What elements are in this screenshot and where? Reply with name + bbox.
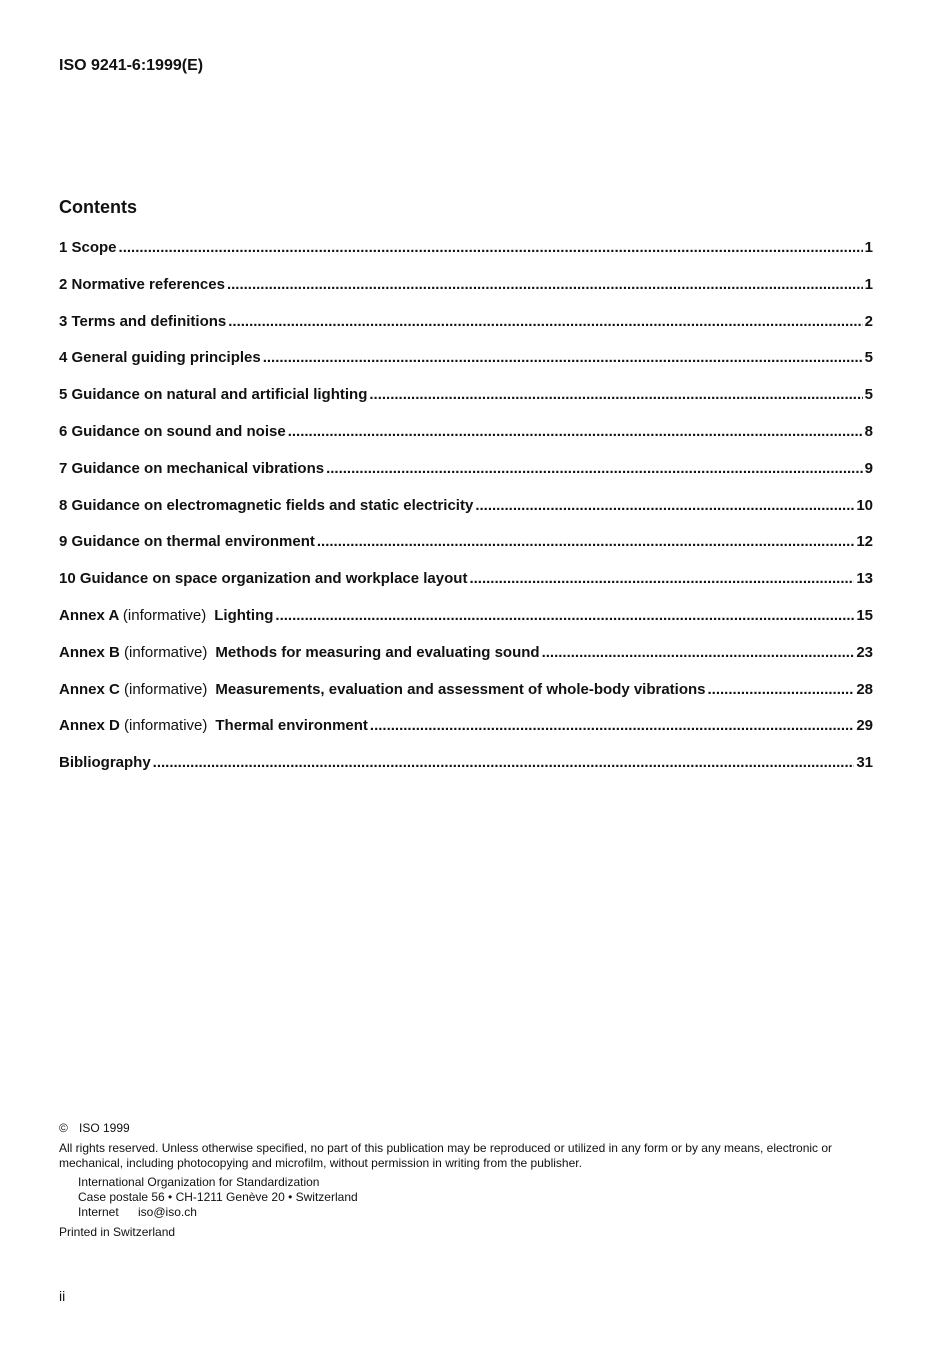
toc-entry-title: 10 Guidance on space organization and workplace layout	[59, 570, 468, 588]
copyright-line	[59, 1121, 877, 1136]
toc-annex-title-group	[59, 681, 706, 698]
org-name: International Organization for Standardization	[78, 1175, 320, 1189]
toc-annex-title-group	[59, 644, 540, 661]
toc-entry-4[interactable]	[59, 349, 873, 386]
page-number: ii	[59, 1288, 66, 1304]
toc-entry-title: 2 Normative references	[59, 275, 225, 293]
org-internet	[78, 1205, 877, 1220]
toc-dot-leader	[369, 386, 862, 403]
toc-dot-leader	[326, 460, 863, 477]
toc-dot-leader	[469, 570, 854, 587]
copyright-footer	[59, 1121, 877, 1240]
toc-entry-page: 23	[856, 643, 873, 661]
toc-entry-title: Bibliography	[59, 754, 151, 772]
org-postal-address: Case postale 56 • CH-1211 Genève 20 • Switzerland	[78, 1190, 358, 1204]
toc-entry-title: 1 Scope	[59, 239, 117, 256]
toc-annex-title-group	[59, 607, 273, 624]
toc-entry-title: 4 General guiding principles	[59, 349, 261, 367]
toc-dot-leader	[708, 681, 855, 698]
toc-dot-leader	[475, 497, 854, 514]
annex-label: Annex C	[59, 680, 120, 698]
toc-entry-page: 15	[856, 606, 873, 624]
contents-heading: Contents	[59, 197, 137, 217]
toc-entry-page: 9	[864, 459, 873, 477]
printed-in: Printed in Switzerland	[59, 1225, 176, 1239]
toc-annex-title-group	[59, 717, 368, 734]
toc-dot-leader	[119, 239, 863, 256]
toc-bibliography[interactable]	[59, 754, 873, 791]
toc-entry-page: 1	[864, 275, 873, 293]
toc-entry-page: 5	[864, 386, 873, 404]
toc-dot-leader	[263, 349, 863, 366]
internet-email-link[interactable]: iso@iso.ch	[138, 1205, 197, 1219]
annex-title: Thermal environment	[215, 717, 368, 735]
toc-entry-title: 6 Guidance on sound and noise	[59, 422, 286, 440]
toc-dot-leader	[227, 276, 863, 293]
toc-entry-title: 3 Terms and definitions	[59, 312, 227, 330]
toc-entry-page: 12	[856, 533, 873, 551]
copyright-icon: ©	[59, 1121, 68, 1135]
toc-entry-9[interactable]	[59, 533, 873, 570]
toc-annex-c[interactable]	[59, 681, 873, 718]
annex-title: Measurements, evaluation and assessment of whole-body vibrations	[215, 680, 706, 698]
annex-title: Lighting	[214, 606, 274, 624]
toc-entry-3[interactable]	[59, 313, 873, 350]
annex-type: (informative)	[124, 680, 208, 698]
toc-entry-page: 1	[864, 239, 873, 256]
toc-entry-7[interactable]	[59, 460, 873, 497]
toc-entry-page: 10	[856, 496, 873, 514]
table-of-contents	[59, 239, 873, 791]
toc-entry-title: 9 Guidance on thermal environment	[59, 533, 315, 551]
toc-entry-page: 5	[864, 349, 873, 367]
annex-label: Annex A	[59, 606, 119, 624]
toc-entry-title: 7 Guidance on mechanical vibrations	[59, 459, 325, 477]
rights-statement: All rights reserved. Unless otherwise specified, no part of this publication may be reproduced or utilized in any form or by any means, electronic or mechanical, including photocopying and microfilm, without permission in writing from the publisher.	[59, 1141, 833, 1170]
annex-type: (informative)	[124, 717, 208, 735]
toc-entry-title: 5 Guidance on natural and artificial lighting	[59, 386, 368, 404]
toc-dot-leader	[542, 644, 855, 661]
toc-dot-leader	[370, 717, 854, 734]
toc-dot-leader	[288, 423, 863, 440]
toc-annex-d[interactable]	[59, 717, 873, 754]
toc-entry-8[interactable]	[59, 497, 873, 534]
toc-entry-5[interactable]	[59, 386, 873, 423]
toc-dot-leader	[153, 754, 855, 771]
toc-entry-10[interactable]	[59, 570, 873, 607]
internet-label: Internet	[78, 1205, 119, 1219]
toc-dot-leader	[275, 607, 854, 624]
toc-entry-page: 28	[856, 680, 873, 698]
toc-entry-page: 13	[856, 570, 873, 588]
toc-annex-b[interactable]	[59, 644, 873, 681]
annex-title: Methods for measuring and evaluating sound	[215, 643, 540, 661]
toc-entry-page: 31	[856, 754, 873, 772]
toc-entry-1[interactable]	[59, 239, 873, 276]
toc-entry-page: 8	[864, 422, 873, 440]
annex-type: (informative)	[124, 643, 208, 661]
toc-entry-page: 29	[856, 717, 873, 735]
toc-entry-2[interactable]	[59, 276, 873, 313]
toc-annex-a[interactable]	[59, 607, 873, 644]
toc-entry-title: 8 Guidance on electromagnetic fields and static electricity	[59, 496, 474, 514]
toc-dot-leader	[228, 313, 862, 330]
organization-address	[59, 1175, 877, 1220]
toc-dot-leader	[317, 533, 854, 550]
annex-label: Annex B	[59, 643, 120, 661]
toc-entry-page: 2	[864, 312, 873, 330]
annex-type: (informative)	[122, 606, 207, 624]
annex-label: Annex D	[59, 717, 120, 735]
document-id-header: ISO 9241-6:1999(E)	[59, 57, 204, 74]
toc-entry-6[interactable]	[59, 423, 873, 460]
copyright-text: ISO 1999	[79, 1121, 130, 1135]
